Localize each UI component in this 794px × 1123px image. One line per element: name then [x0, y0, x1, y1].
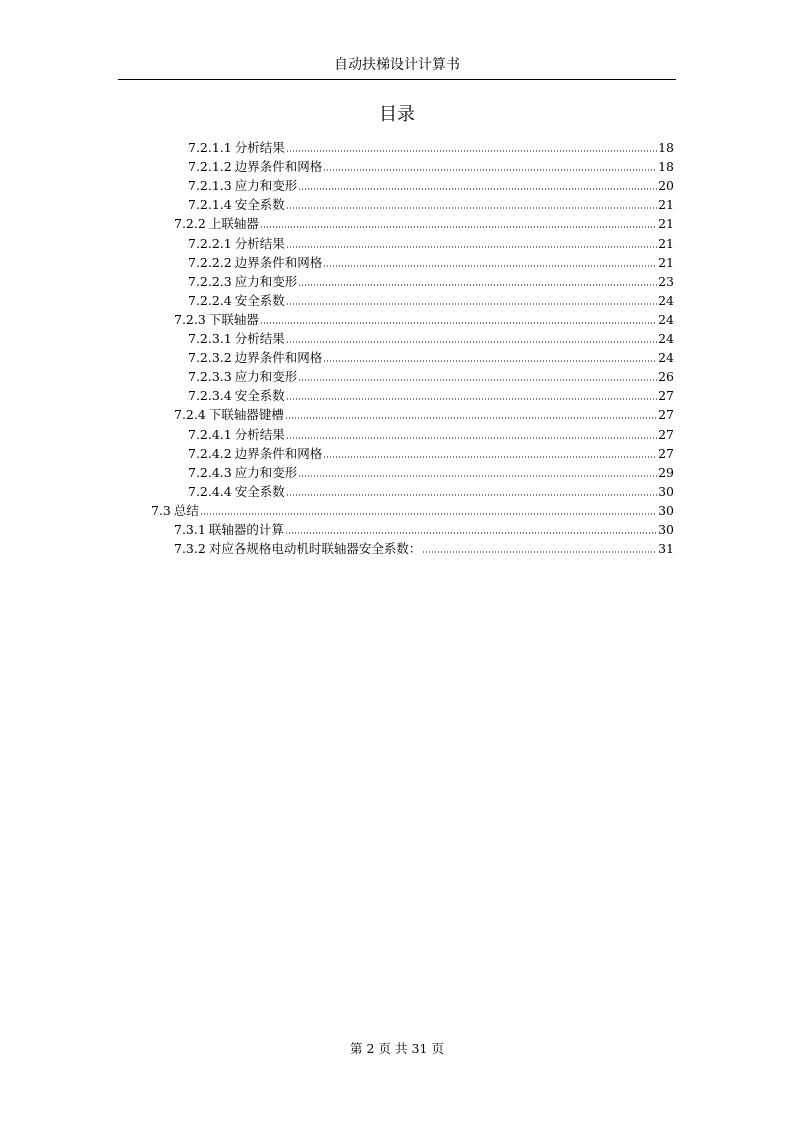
toc-entry-title: 对应各规格电动机时联轴器安全系数：	[208, 541, 422, 557]
toc-entry[interactable]	[188, 155, 674, 174]
toc-entry-page: 26	[658, 369, 674, 385]
toc-entry-page: 21	[658, 197, 674, 213]
toc-dot-leader	[422, 551, 657, 553]
toc-dot-leader	[286, 246, 657, 248]
toc-entry-number: 7.2.3.4	[188, 388, 232, 404]
toc-entry-page: 29	[658, 464, 674, 480]
toc-entry-page: 27	[658, 445, 674, 461]
toc-entry-number: 7.2.4.4	[188, 483, 232, 499]
toc-entry-page: 31	[658, 541, 674, 557]
toc-dot-leader	[286, 303, 657, 305]
toc-entry-page: 30	[658, 522, 674, 537]
toc-entry-number: 7.2.1.2	[188, 159, 232, 175]
toc-entry-title: 安全系数	[234, 388, 285, 404]
toc-dot-leader	[286, 341, 657, 343]
toc-dot-leader	[200, 513, 657, 515]
toc-entry[interactable]	[188, 174, 674, 193]
toc-entry-page: 21	[658, 216, 674, 232]
toc-entry-page: 21	[658, 235, 674, 251]
toc-entry-page: 20	[658, 178, 674, 194]
toc-dot-leader	[286, 150, 657, 152]
toc-entry-title: 应力和变形	[234, 464, 298, 480]
toc-entry-page: 18	[658, 140, 674, 155]
toc-entry[interactable]	[188, 365, 674, 384]
footer-page-word: 页	[378, 1041, 392, 1056]
toc-entry-title: 分析结果	[234, 235, 285, 251]
toc-entry-number: 7.3.2	[174, 541, 206, 557]
toc-entry-title: 上联轴器	[208, 216, 259, 232]
toc-entry[interactable]	[188, 442, 674, 461]
toc-entry-number: 7.2.3.1	[188, 331, 232, 346]
toc-dot-leader	[286, 398, 657, 400]
toc-entry-number: 7.2.4	[174, 407, 206, 423]
toc-entry-page: 27	[658, 407, 674, 423]
toc-dot-leader	[285, 417, 657, 419]
toc-entry-number: 7.2.3.3	[188, 369, 232, 385]
toc-dot-leader	[323, 360, 657, 362]
toc-dot-leader	[286, 437, 657, 439]
footer-prefix: 第	[350, 1041, 363, 1056]
toc-dot-leader	[298, 188, 657, 190]
toc-entry-page: 23	[658, 273, 674, 289]
toc-entry-title: 分析结果	[234, 140, 285, 155]
toc-entry[interactable]	[174, 403, 674, 422]
toc-entry[interactable]	[188, 289, 674, 308]
toc-entry-page: 27	[658, 426, 674, 442]
toc-entry-title: 边界条件和网格	[234, 254, 323, 270]
toc-entry-title: 应力和变形	[234, 369, 298, 385]
toc-entry-title: 边界条件和网格	[234, 445, 323, 461]
toc-entry[interactable]	[188, 136, 674, 155]
toc-entry-number: 7.2.3.2	[188, 350, 232, 366]
toc-dot-leader	[286, 207, 657, 209]
toc-dot-leader	[323, 265, 657, 267]
toc-entry-page: 24	[658, 311, 674, 327]
toc-entry-page: 21	[658, 254, 674, 270]
toc-entry-title: 下联轴器键槽	[208, 407, 284, 423]
toc-entry-title: 应力和变形	[234, 273, 298, 289]
toc-entry[interactable]	[188, 480, 674, 499]
running-header-title: 自动扶梯设计计算书	[334, 57, 460, 73]
toc-entry-page: 24	[658, 331, 674, 346]
toc-entry-number: 7.2.1.1	[188, 140, 232, 155]
toc-dot-leader	[298, 284, 657, 286]
toc-entry-page: 24	[658, 350, 674, 366]
toc-dot-leader	[260, 226, 657, 228]
toc-dot-leader	[285, 532, 657, 534]
toc-entry[interactable]	[174, 537, 674, 556]
toc-entry-number: 7.2.4.3	[188, 464, 232, 480]
toc-entry-title: 应力和变形	[234, 178, 298, 194]
toc-entry-number: 7.2.2.2	[188, 254, 232, 270]
toc-entry[interactable]	[174, 308, 674, 327]
toc-entry-number: 7.2.4.2	[188, 445, 232, 461]
toc-entry-number: 7.2.1.3	[188, 178, 232, 194]
toc-entry-title: 下联轴器	[208, 311, 259, 327]
toc-entry-title: 分析结果	[234, 331, 285, 346]
footer-current-page: 2	[366, 1041, 375, 1056]
toc-dot-leader	[260, 322, 657, 324]
toc-entry-number: 7.2.2.4	[188, 292, 232, 308]
toc-entry-page: 27	[658, 388, 674, 404]
toc-heading: 目录	[379, 104, 415, 125]
toc-entry-number: 7.2.4.1	[188, 426, 232, 442]
toc-entry[interactable]	[174, 518, 674, 537]
toc-entry-title: 分析结果	[234, 426, 285, 442]
toc-dot-leader	[298, 379, 657, 381]
toc-entry[interactable]	[188, 346, 674, 365]
toc-entry[interactable]	[188, 327, 674, 346]
toc-entry-page: 24	[658, 292, 674, 308]
toc-entry-number: 7.3	[151, 502, 171, 518]
toc-entry-page: 18	[658, 159, 674, 175]
toc-entry[interactable]	[174, 212, 674, 231]
toc-entry-number: 7.2.3	[174, 311, 206, 327]
toc-entry-title: 安全系数	[234, 483, 285, 499]
toc-entry[interactable]	[188, 384, 674, 403]
toc-entry[interactable]	[151, 499, 674, 518]
footer-suffix: 页	[431, 1041, 444, 1056]
toc-entry-number: 7.2.2	[174, 216, 206, 232]
footer-total-word: 共	[395, 1041, 408, 1056]
toc-entry[interactable]	[188, 251, 674, 270]
toc-entry-number: 7.2.1.4	[188, 197, 232, 213]
toc-entry-title: 联轴器的计算	[208, 522, 284, 537]
toc-entry[interactable]	[188, 193, 674, 212]
toc-dot-leader	[298, 475, 657, 477]
toc-entry-title: 安全系数	[234, 197, 285, 213]
footer-total-pages: 31	[411, 1041, 428, 1056]
header-divider	[118, 79, 676, 80]
toc-entry-title: 总结	[173, 502, 199, 518]
toc-entry-page: 30	[658, 483, 674, 499]
toc-entry-title: 安全系数	[234, 292, 285, 308]
toc-entry[interactable]	[188, 270, 674, 289]
toc-dot-leader	[323, 456, 657, 458]
toc-dot-leader	[286, 494, 657, 496]
toc-entry-title: 边界条件和网格	[234, 159, 323, 175]
toc-entry[interactable]	[188, 423, 674, 442]
toc-entry[interactable]	[188, 232, 674, 251]
toc-dot-leader	[323, 169, 657, 171]
toc-entry-number: 7.2.2.3	[188, 273, 232, 289]
toc-entry-page: 30	[658, 502, 674, 518]
toc-entry[interactable]	[188, 461, 674, 480]
toc-entry-title: 边界条件和网格	[234, 350, 323, 366]
toc-entry-number: 7.3.1	[174, 522, 206, 537]
page-footer	[0, 1041, 794, 1057]
toc-entry-number: 7.2.2.1	[188, 235, 232, 251]
